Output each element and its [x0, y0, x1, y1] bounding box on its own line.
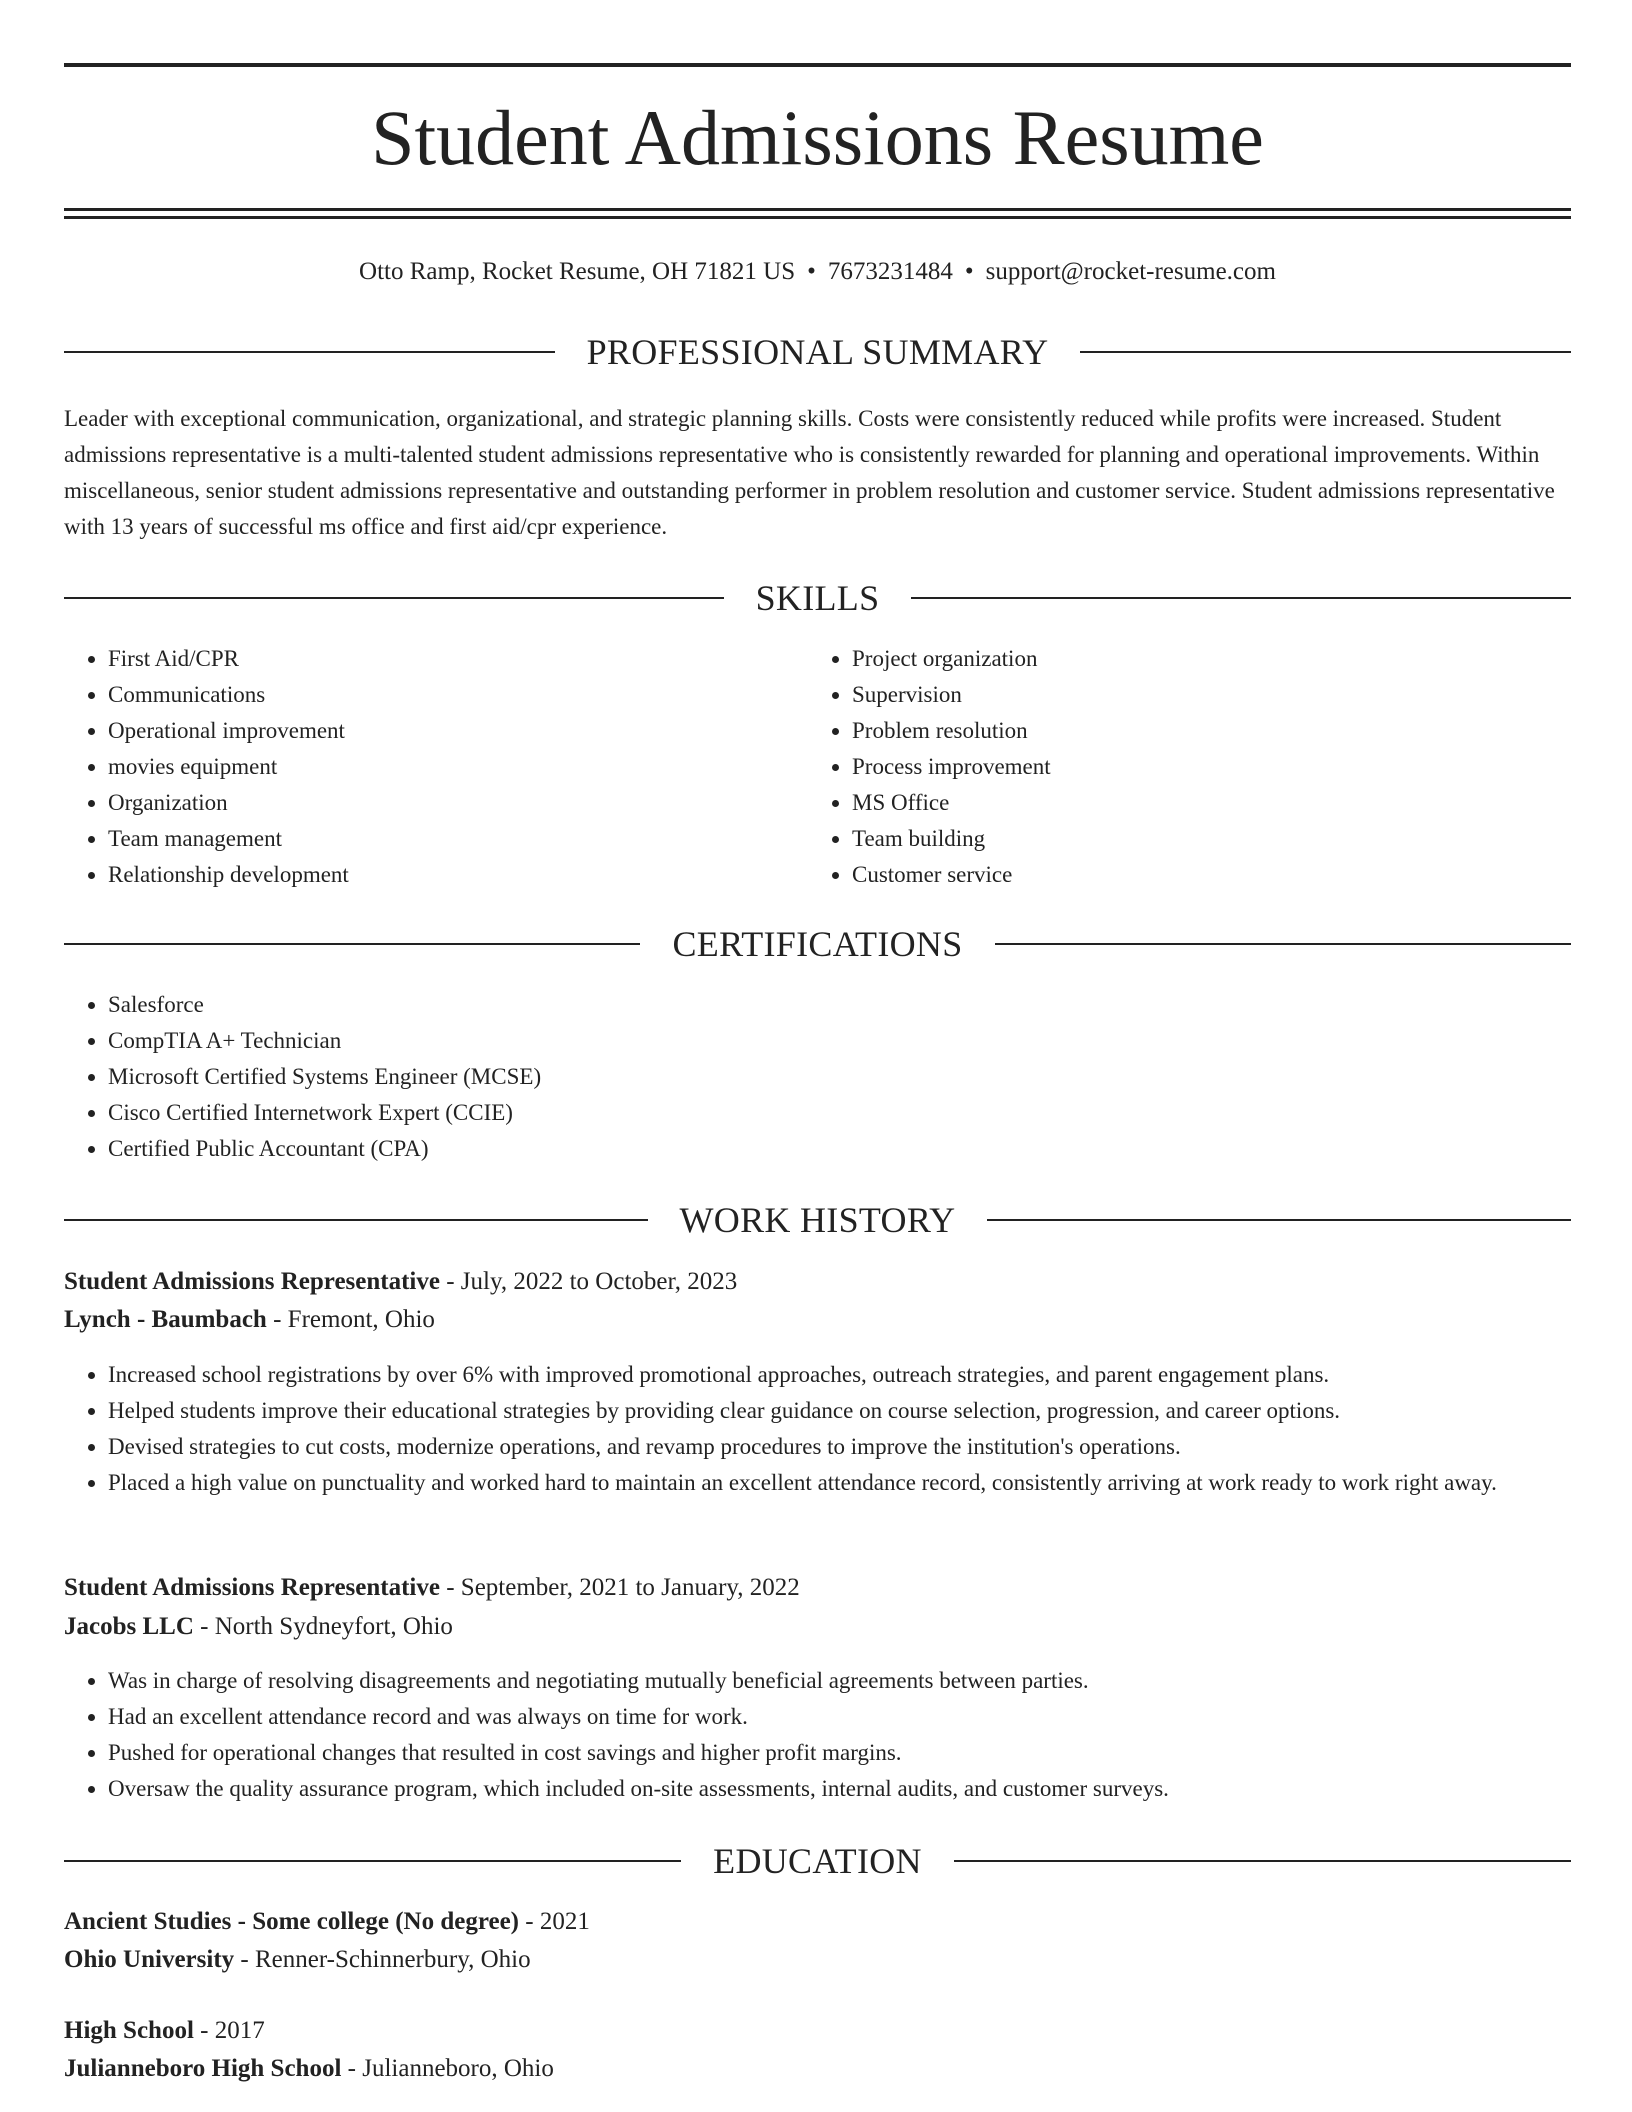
contact-separator: •: [807, 258, 816, 285]
certifications-list: [64, 987, 1571, 1167]
skill-item: • Problem resolution: [852, 713, 1552, 749]
divider: [995, 943, 1571, 945]
divider: [954, 1860, 1571, 1862]
work-heading: [64, 1198, 1571, 1242]
dash: -: [193, 1613, 215, 1640]
certification-item: • Salesforce: [108, 987, 1571, 1023]
job-title-line: [64, 1570, 1571, 1606]
divider: [64, 1219, 648, 1221]
education-degree-line: [64, 1904, 1571, 1940]
job-location: Fremont, Ohio: [287, 1306, 435, 1333]
skill-item: • First Aid/CPR: [108, 641, 808, 677]
education-heading: [64, 1839, 1571, 1883]
dash: -: [439, 1574, 461, 1601]
education-degree-line: [64, 2013, 1571, 2049]
section-title: EDUCATION: [713, 1841, 922, 1881]
divider: [64, 597, 724, 599]
section-title: SKILLS: [755, 578, 880, 618]
job-bullet: • Had an excellent attendance record and was always on time for work.: [108, 1699, 1571, 1735]
skill-item: • Operational improvement: [108, 713, 808, 749]
job-title-line: [64, 1264, 1571, 1300]
skill-item: • Team management: [108, 821, 808, 857]
education-school-line: [64, 2051, 1571, 2087]
summary-heading: [64, 330, 1571, 374]
education-degree: High School: [64, 2017, 194, 2044]
education-school: Ohio University: [64, 1946, 235, 1973]
divider: [987, 1219, 1571, 1221]
skill-item: • Communications: [108, 677, 808, 713]
summary-text: Leader with exceptional communication, organizational, and strategic planning skills. Costs were consistently reduced while profits were increased. Student admissions representative is a multi-talented student admissions representative who is consistently rewarded for planning and operational improvements. Within miscellaneous, senior student admissions representative and outstanding performer in problem resolution and customer service. Student admissions representative with 13 years of successful ms office and first aid/cpr experience.: [64, 406, 1555, 539]
top-rule: [64, 63, 1571, 67]
dash: -: [234, 1946, 255, 1973]
skills-list-right: [808, 641, 1552, 893]
contact-line: [64, 254, 1571, 290]
job-bullet: • Placed a high value on punctuality and worked hard to maintain an excellent attendance record, consistently arriving at work ready to work right away.: [108, 1465, 1571, 1501]
skill-item: • MS Office: [852, 785, 1552, 821]
job-bullet: • Increased school registrations by over 6% with improved promotional approaches, outreach strategies, and parent engagement plans.: [108, 1357, 1571, 1393]
page-title: Student Admissions Resume: [371, 94, 1264, 181]
education-school-line: [64, 1942, 1571, 1978]
section-title: PROFESSIONAL SUMMARY: [586, 332, 1049, 372]
skill-item: • Organization: [108, 785, 808, 821]
dash: -: [341, 2055, 363, 2082]
job-bullet: • Was in charge of resolving disagreements and negotiating mutually beneficial agreements between parties.: [108, 1663, 1571, 1699]
skill-item: • Supervision: [852, 677, 1552, 713]
job-company: Jacobs LLC: [64, 1613, 194, 1640]
contact-separator: •: [964, 258, 974, 285]
job-bullets: [64, 1357, 1571, 1501]
job-bullet: • Devised strategies to cut costs, modernize operations, and revamp procedures to improve the institution's operations.: [108, 1429, 1571, 1465]
contact-address: Otto Ramp, Rocket Resume, OH 71821 US: [359, 258, 796, 285]
title-rule-lower: [64, 216, 1571, 219]
dash: -: [266, 1306, 288, 1333]
certification-item: • Cisco Certified Internetwork Expert (CCIE): [108, 1095, 1571, 1131]
dash: -: [439, 1268, 461, 1295]
education-school: Julianneboro High School: [64, 2055, 342, 2082]
certification-item: • Microsoft Certified Systems Engineer (MCSE): [108, 1059, 1571, 1095]
certification-item: • CompTIA A+ Technician: [108, 1023, 1571, 1059]
dash: -: [193, 2017, 215, 2044]
job-bullet: • Pushed for operational changes that resulted in cost savings and higher profit margins.: [108, 1735, 1571, 1771]
job-title: Student Admissions Representative: [64, 1268, 440, 1295]
skill-item: • Relationship development: [108, 857, 808, 893]
education-location: Renner-Schinnerbury, Ohio: [254, 1946, 531, 1973]
dash: -: [519, 1908, 540, 1935]
divider: [64, 351, 555, 353]
education-location: Julianneboro, Ohio: [362, 2055, 554, 2082]
job-bullets: [64, 1663, 1571, 1807]
certifications-heading: [64, 922, 1571, 966]
job-dates: July, 2022 to October, 2023: [460, 1268, 738, 1295]
skills-heading: [64, 576, 1571, 620]
education-degree: Ancient Studies - Some college (No degree): [64, 1908, 520, 1935]
divider: [64, 1860, 681, 1862]
skills-list-left: [64, 641, 808, 893]
section-title: WORK HISTORY: [679, 1200, 956, 1240]
job-location: North Sydneyfort, Ohio: [214, 1613, 453, 1640]
certification-item: • Certified Public Accountant (CPA): [108, 1131, 1571, 1167]
skill-item: • Customer service: [852, 857, 1552, 893]
skill-item: • Process improvement: [852, 749, 1552, 785]
skill-item: • movies equipment: [108, 749, 808, 785]
job-company: Lynch - Baumbach: [64, 1306, 267, 1333]
divider: [64, 943, 640, 945]
job-bullet: • Helped students improve their educational strategies by providing clear guidance on course selection, progression, and career options.: [108, 1393, 1571, 1429]
education-year: 2017: [214, 2017, 265, 2044]
job-company-line: [64, 1609, 1571, 1645]
job-company-line: [64, 1302, 1571, 1338]
job-bullet: • Oversaw the quality assurance program, which included on-site assessments, internal audits, and customer surveys.: [108, 1771, 1571, 1807]
education-year: 2021: [539, 1908, 590, 1935]
divider: [1080, 351, 1571, 353]
divider: [911, 597, 1571, 599]
skill-item: • Project organization: [852, 641, 1552, 677]
contact-email: support@rocket-resume.com: [985, 258, 1276, 285]
job-title: Student Admissions Representative: [64, 1574, 440, 1601]
section-title: CERTIFICATIONS: [672, 924, 963, 964]
skill-item: • Team building: [852, 821, 1552, 857]
title-rule-upper: [64, 208, 1571, 211]
contact-phone: 7673231484: [827, 258, 953, 285]
job-dates: September, 2021 to January, 2022: [460, 1574, 800, 1601]
